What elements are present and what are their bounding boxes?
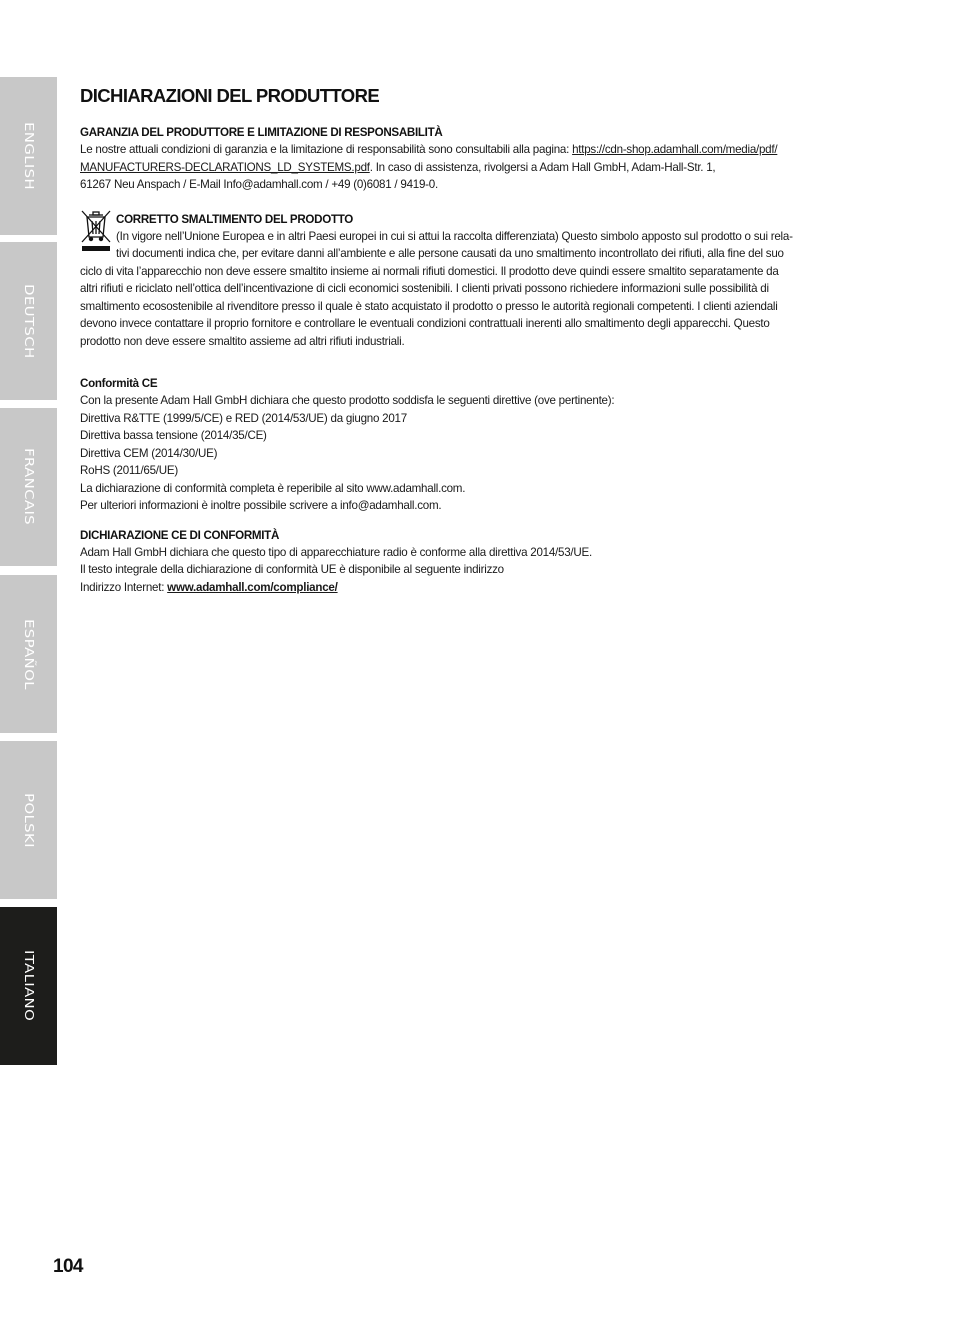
- crossed-out-wheelie-bin-icon: [80, 209, 112, 253]
- ce-line-7: Per ulteriori informazioni è inoltre possibile scrivere a info@adamhall.com.: [80, 499, 442, 512]
- disposal-line-3: ciclo di vita l’apparecchio non deve essere smaltito insieme ai normali rifiuti domestici. Il prodotto deve quindi essere smaltito separatamente da: [80, 264, 779, 278]
- ce-line-5: RoHS (2011/65/UE): [80, 464, 178, 477]
- ue-address-label: Indirizzo Internet:: [80, 580, 165, 594]
- warranty-text: [80, 141, 870, 194]
- tab-english[interactable]: [0, 77, 57, 235]
- tab-espanol[interactable]: [0, 575, 57, 733]
- ce-heading: Conformità CE: [80, 377, 158, 390]
- warranty-text-before: Le nostre attuali condizioni di garanzia e la limitazione di responsabilità sono consultabili alla pagina:: [80, 143, 570, 156]
- ue-heading: DICHIARAZIONE CE DI CONFORMITÀ: [80, 528, 280, 542]
- disposal-line-7: prodotto non deve essere smaltito assieme ad altri rifiuti industriali.: [80, 334, 405, 348]
- warranty-text-after: . In caso di assistenza, rivolgersi a Adam Hall GmbH, Adam-Hall-Str. 1,: [369, 160, 716, 174]
- ue-text: [80, 544, 870, 597]
- tab-deutsch[interactable]: [0, 242, 57, 400]
- disposal-line-1: (In vigore nell’Unione Europea e in altri Paesi europei in cui si attui la raccolta differenziata) Questo simbolo apposto sul prodotto o sui rela-: [116, 229, 793, 243]
- ce-text: [80, 392, 870, 515]
- ce-line-1: Con la presente Adam Hall GmbH dichiara che questo prodotto soddisfa le seguenti direttive (ove pertinente):: [80, 394, 615, 407]
- warranty-address: 61267 Neu Anspach / E-Mail Info@adamhall.com / +49 (0)6081 / 9419-0.: [80, 178, 438, 191]
- disposal-text: [80, 228, 870, 351]
- disposal-section: [80, 211, 870, 351]
- warranty-link-part2[interactable]: MANUFACTURERS-DECLARATIONS_LD_SYSTEMS.pdf: [80, 160, 370, 174]
- page-number: 104: [53, 1256, 83, 1277]
- warranty-heading: GARANZIA DEL PRODUTTORE E LIMITAZIONE DI RESPONSABILITÀ: [80, 126, 443, 139]
- compliance-link[interactable]: www.adamhall.com/compliance/: [167, 580, 338, 594]
- tab-francais[interactable]: [0, 408, 57, 566]
- disposal-heading: CORRETTO SMALTIMENTO DEL PRODOTTO: [116, 212, 354, 226]
- tab-label-italiano: ITALIANO: [20, 950, 37, 1022]
- disposal-line-5: smaltimento ecosostenibile al rivenditore presso il quale è stato acquistato il prodotto o presso le autorità regionali competenti. I clienti aziendali: [80, 299, 778, 313]
- disposal-line-4: altri rifiuti e riciclato nell’ottica dell’incentivazione di cicli economici sostenibili. I clienti privati possono richiedere informazioni sulle possibilità di: [80, 282, 769, 295]
- ue-line-1: Adam Hall GmbH dichiara che questo tipo di apparecchiature radio è conforme alla direttiva 2014/53/UE.: [80, 545, 592, 559]
- language-tabs: [0, 0, 57, 1339]
- ue-declaration-section: [80, 527, 870, 597]
- ue-line-2: Il testo integrale della dichiarazione di conformità UE è disponibile al seguente indirizzo: [80, 563, 504, 576]
- warranty-link-part1[interactable]: https://cdn-shop.adamhall.com/media/pdf/: [572, 143, 778, 156]
- tab-italiano[interactable]: [0, 907, 57, 1065]
- page-title: DICHIARAZIONI DEL PRODUTTORE: [80, 85, 380, 106]
- ce-line-2: Direttiva R&TTE (1999/5/CE) e RED (2014/53/UE) da giugno 2017: [80, 411, 407, 425]
- ce-line-4: Direttiva CEM (2014/30/UE): [80, 446, 218, 460]
- tab-label-polski: POLSKI: [20, 792, 37, 848]
- tab-polski[interactable]: [0, 741, 57, 899]
- disposal-line-2: tivi documenti indica che, per evitare danni all’ambiente e alle persone causati da uno smaltimento incontrollato dei rifiuti, alla fine del suo: [116, 247, 784, 260]
- ce-line-6: La dichiarazione di conformità completa è reperibile al sito www.adamhall.com.: [80, 481, 466, 495]
- ce-line-3: Direttiva bassa tensione (2014/35/CE): [80, 429, 267, 442]
- warranty-section: [80, 124, 870, 194]
- tab-label-espanol: ESPAÑOL: [20, 618, 37, 690]
- ce-conformity-section: [80, 375, 870, 515]
- tab-label-english: ENGLISH: [20, 121, 37, 190]
- document-content: [80, 84, 870, 596]
- disposal-line-6: devono invece contattare il proprio fornitore e controllare le eventuali condizioni contrattuali inerenti allo smaltimento degli apparecchi. Questo: [80, 317, 770, 330]
- tab-label-deutsch: DEUTSCH: [20, 283, 37, 359]
- tab-label-francais: FRANCAIS: [20, 448, 37, 526]
